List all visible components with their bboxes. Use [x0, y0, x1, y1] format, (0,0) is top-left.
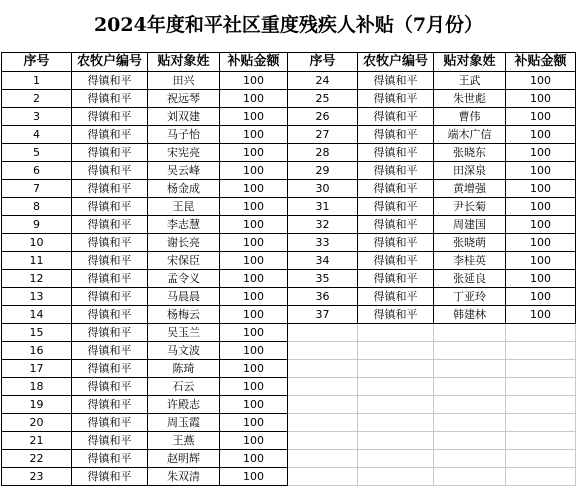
- cell-amount[interactable]: 100: [220, 378, 288, 396]
- cell-household[interactable]: 得镇和平: [358, 216, 434, 234]
- cell-no[interactable]: 1: [2, 72, 72, 90]
- cell-household[interactable]: [358, 396, 434, 414]
- cell-no[interactable]: [288, 432, 358, 450]
- cell-name[interactable]: 李志慧: [148, 216, 220, 234]
- cell-no[interactable]: 16: [2, 342, 72, 360]
- cell-name[interactable]: 杨梅云: [148, 306, 220, 324]
- cell-no[interactable]: [288, 450, 358, 468]
- cell-household[interactable]: 得镇和平: [72, 234, 148, 252]
- cell-amount[interactable]: 100: [220, 162, 288, 180]
- cell-no[interactable]: 2: [2, 90, 72, 108]
- cell-no[interactable]: 32: [288, 216, 358, 234]
- cell-no[interactable]: 23: [2, 468, 72, 486]
- cell-amount[interactable]: 100: [220, 234, 288, 252]
- cell-household[interactable]: 得镇和平: [72, 126, 148, 144]
- cell-no[interactable]: 28: [288, 144, 358, 162]
- cell-household[interactable]: [358, 324, 434, 342]
- cell-name[interactable]: 尹长菊: [434, 198, 506, 216]
- cell-household[interactable]: 得镇和平: [358, 108, 434, 126]
- cell-amount[interactable]: 100: [506, 270, 576, 288]
- cell-no[interactable]: [288, 360, 358, 378]
- cell-name[interactable]: 张晓萌: [434, 234, 506, 252]
- cell-name[interactable]: 吴云峰: [148, 162, 220, 180]
- cell-amount[interactable]: 100: [506, 162, 576, 180]
- cell-no[interactable]: [288, 468, 358, 486]
- cell-name[interactable]: [434, 324, 506, 342]
- cell-household[interactable]: [358, 342, 434, 360]
- table-row: [2, 306, 576, 324]
- table-row: [2, 162, 576, 180]
- cell-household[interactable]: 得镇和平: [72, 414, 148, 432]
- table-body: [2, 72, 576, 486]
- cell-amount[interactable]: 100: [220, 90, 288, 108]
- cell-name[interactable]: 张延良: [434, 270, 506, 288]
- cell-name[interactable]: 韩建林: [434, 306, 506, 324]
- cell-name[interactable]: 丁亚玲: [434, 288, 506, 306]
- cell-no[interactable]: 13: [2, 288, 72, 306]
- cell-household[interactable]: 得镇和平: [72, 252, 148, 270]
- cell-household[interactable]: 得镇和平: [72, 216, 148, 234]
- cell-household[interactable]: 得镇和平: [72, 468, 148, 486]
- cell-household[interactable]: [358, 378, 434, 396]
- cell-amount[interactable]: 100: [506, 108, 576, 126]
- header-cell[interactable]: 贴对象姓: [434, 53, 506, 72]
- cell-name[interactable]: 马晨晨: [148, 288, 220, 306]
- cell-name[interactable]: 刘双建: [148, 108, 220, 126]
- cell-amount[interactable]: [506, 378, 576, 396]
- cell-name[interactable]: 许殿志: [148, 396, 220, 414]
- header-cell[interactable]: 序号: [2, 53, 72, 72]
- header-cell[interactable]: 补贴金额: [506, 53, 576, 72]
- cell-name[interactable]: 李桂英: [434, 252, 506, 270]
- cell-no[interactable]: 14: [2, 306, 72, 324]
- cell-name[interactable]: 朱世彪: [434, 90, 506, 108]
- cell-household[interactable]: 得镇和平: [72, 144, 148, 162]
- header-cell[interactable]: 农牧户编号: [358, 53, 434, 72]
- cell-household[interactable]: 得镇和平: [72, 324, 148, 342]
- cell-household[interactable]: 得镇和平: [358, 126, 434, 144]
- cell-amount[interactable]: [506, 468, 576, 486]
- cell-household[interactable]: [358, 360, 434, 378]
- header-cell[interactable]: 补贴金额: [220, 53, 288, 72]
- table-row: [2, 432, 576, 450]
- cell-no[interactable]: 27: [288, 126, 358, 144]
- cell-amount[interactable]: [506, 360, 576, 378]
- table-row: [2, 90, 576, 108]
- cell-household[interactable]: [358, 432, 434, 450]
- cell-household[interactable]: 得镇和平: [358, 270, 434, 288]
- table-row: [2, 450, 576, 468]
- cell-household[interactable]: 得镇和平: [358, 288, 434, 306]
- cell-household[interactable]: [358, 414, 434, 432]
- cell-amount[interactable]: 100: [220, 360, 288, 378]
- cell-name[interactable]: 马子怡: [148, 126, 220, 144]
- header-cell[interactable]: 贴对象姓: [148, 53, 220, 72]
- cell-no[interactable]: 31: [288, 198, 358, 216]
- cell-name[interactable]: [434, 342, 506, 360]
- table-row: [2, 216, 576, 234]
- table-row: [2, 378, 576, 396]
- cell-amount[interactable]: [506, 324, 576, 342]
- table-row: [2, 126, 576, 144]
- cell-amount[interactable]: 100: [506, 306, 576, 324]
- cell-household[interactable]: 得镇和平: [72, 288, 148, 306]
- cell-no[interactable]: 29: [288, 162, 358, 180]
- cell-name[interactable]: 马文波: [148, 342, 220, 360]
- cell-amount[interactable]: 100: [220, 324, 288, 342]
- cell-no[interactable]: 33: [288, 234, 358, 252]
- cell-amount[interactable]: 100: [506, 198, 576, 216]
- cell-household[interactable]: 得镇和平: [72, 432, 148, 450]
- cell-no[interactable]: 24: [288, 72, 358, 90]
- cell-no[interactable]: 17: [2, 360, 72, 378]
- cell-name[interactable]: 王昆: [148, 198, 220, 216]
- cell-household[interactable]: 得镇和平: [72, 306, 148, 324]
- cell-no[interactable]: 36: [288, 288, 358, 306]
- table-row: [2, 72, 576, 90]
- cell-name[interactable]: 赵明辉: [148, 450, 220, 468]
- table-row: [2, 324, 576, 342]
- cell-household[interactable]: 得镇和平: [72, 378, 148, 396]
- cell-amount[interactable]: [506, 414, 576, 432]
- cell-name[interactable]: 端木广信: [434, 126, 506, 144]
- cell-household[interactable]: 得镇和平: [358, 162, 434, 180]
- table-row: [2, 270, 576, 288]
- cell-name[interactable]: [434, 432, 506, 450]
- cell-household[interactable]: 得镇和平: [358, 90, 434, 108]
- cell-name[interactable]: 周玉霞: [148, 414, 220, 432]
- cell-no[interactable]: 20: [2, 414, 72, 432]
- cell-amount[interactable]: 100: [220, 342, 288, 360]
- table-row: [2, 288, 576, 306]
- cell-name[interactable]: 周建国: [434, 216, 506, 234]
- cell-household[interactable]: 得镇和平: [72, 108, 148, 126]
- table-row: [2, 414, 576, 432]
- cell-amount[interactable]: 100: [220, 216, 288, 234]
- cell-name[interactable]: [434, 360, 506, 378]
- cell-name[interactable]: [434, 450, 506, 468]
- cell-amount[interactable]: 100: [506, 180, 576, 198]
- cell-no[interactable]: 5: [2, 144, 72, 162]
- cell-amount[interactable]: 100: [220, 450, 288, 468]
- cell-no[interactable]: 35: [288, 270, 358, 288]
- cell-household[interactable]: [358, 468, 434, 486]
- cell-household[interactable]: 得镇和平: [72, 72, 148, 90]
- cell-household[interactable]: 得镇和平: [72, 162, 148, 180]
- cell-name[interactable]: 曹伟: [434, 108, 506, 126]
- cell-household[interactable]: 得镇和平: [72, 396, 148, 414]
- cell-amount[interactable]: 100: [220, 414, 288, 432]
- cell-household[interactable]: [358, 450, 434, 468]
- table-row: [2, 396, 576, 414]
- cell-name[interactable]: 黄增强: [434, 180, 506, 198]
- cell-no[interactable]: [288, 378, 358, 396]
- cell-household[interactable]: 得镇和平: [358, 180, 434, 198]
- table-row: [2, 252, 576, 270]
- cell-no[interactable]: 26: [288, 108, 358, 126]
- cell-no[interactable]: 3: [2, 108, 72, 126]
- cell-amount[interactable]: 100: [220, 252, 288, 270]
- cell-amount[interactable]: 100: [506, 216, 576, 234]
- cell-name[interactable]: [434, 378, 506, 396]
- cell-amount[interactable]: [506, 396, 576, 414]
- cell-no[interactable]: [288, 396, 358, 414]
- cell-no[interactable]: [288, 342, 358, 360]
- cell-household[interactable]: 得镇和平: [358, 198, 434, 216]
- cell-name[interactable]: 王燕: [148, 432, 220, 450]
- cell-amount[interactable]: 100: [220, 198, 288, 216]
- cell-household[interactable]: 得镇和平: [72, 270, 148, 288]
- cell-name[interactable]: 宋宪亮: [148, 144, 220, 162]
- cell-name[interactable]: 宋保臣: [148, 252, 220, 270]
- header-cell[interactable]: 序号: [288, 53, 358, 72]
- cell-name[interactable]: 张晓东: [434, 144, 506, 162]
- table-row: [2, 108, 576, 126]
- table-row: [2, 234, 576, 252]
- sheet-title: 2024年度和平社区重度残疾人补贴（7月份）: [93, 14, 484, 36]
- cell-no[interactable]: [288, 414, 358, 432]
- cell-amount[interactable]: 100: [220, 72, 288, 90]
- cell-name[interactable]: 田兴: [148, 72, 220, 90]
- cell-no[interactable]: 25: [288, 90, 358, 108]
- cell-name[interactable]: [434, 396, 506, 414]
- cell-no[interactable]: 7: [2, 180, 72, 198]
- table-row: [2, 180, 576, 198]
- cell-amount[interactable]: 100: [506, 288, 576, 306]
- cell-household[interactable]: 得镇和平: [358, 234, 434, 252]
- cell-household[interactable]: 得镇和平: [72, 450, 148, 468]
- cell-name[interactable]: [434, 468, 506, 486]
- cell-name[interactable]: 朱双清: [148, 468, 220, 486]
- cell-amount[interactable]: 100: [220, 108, 288, 126]
- header-row: [2, 53, 576, 72]
- cell-no[interactable]: 34: [288, 252, 358, 270]
- cell-no[interactable]: 12: [2, 270, 72, 288]
- cell-no[interactable]: 6: [2, 162, 72, 180]
- table-row: [2, 360, 576, 378]
- cell-amount[interactable]: 100: [220, 288, 288, 306]
- cell-amount[interactable]: [506, 342, 576, 360]
- cell-no[interactable]: 18: [2, 378, 72, 396]
- cell-household[interactable]: 得镇和平: [72, 198, 148, 216]
- cell-no[interactable]: 10: [2, 234, 72, 252]
- cell-amount[interactable]: [506, 432, 576, 450]
- cell-household[interactable]: 得镇和平: [358, 306, 434, 324]
- cell-no[interactable]: [288, 324, 358, 342]
- cell-name[interactable]: 杨金成: [148, 180, 220, 198]
- cell-household[interactable]: 得镇和平: [358, 144, 434, 162]
- cell-no[interactable]: 30: [288, 180, 358, 198]
- cell-household[interactable]: 得镇和平: [72, 180, 148, 198]
- cell-name[interactable]: 田深泉: [434, 162, 506, 180]
- cell-no[interactable]: 8: [2, 198, 72, 216]
- cell-amount[interactable]: 100: [220, 468, 288, 486]
- cell-household[interactable]: 得镇和平: [358, 252, 434, 270]
- subsidy-table: [1, 52, 576, 486]
- cell-name[interactable]: 谢长亮: [148, 234, 220, 252]
- cell-name[interactable]: 陈琦: [148, 360, 220, 378]
- cell-amount[interactable]: 100: [220, 144, 288, 162]
- cell-amount[interactable]: 100: [220, 306, 288, 324]
- cell-no[interactable]: 37: [288, 306, 358, 324]
- cell-household[interactable]: 得镇和平: [72, 90, 148, 108]
- cell-household[interactable]: 得镇和平: [72, 342, 148, 360]
- cell-no[interactable]: 19: [2, 396, 72, 414]
- table-row: [2, 144, 576, 162]
- cell-amount[interactable]: 100: [220, 396, 288, 414]
- cell-amount[interactable]: 100: [220, 432, 288, 450]
- cell-amount[interactable]: [506, 450, 576, 468]
- cell-no[interactable]: 4: [2, 126, 72, 144]
- cell-amount[interactable]: 100: [506, 72, 576, 90]
- cell-name[interactable]: 吴玉兰: [148, 324, 220, 342]
- cell-name[interactable]: [434, 414, 506, 432]
- cell-amount[interactable]: 100: [506, 252, 576, 270]
- table-row: [2, 198, 576, 216]
- cell-amount[interactable]: 100: [506, 144, 576, 162]
- table-row: [2, 468, 576, 486]
- cell-household[interactable]: 得镇和平: [72, 360, 148, 378]
- table-row: [2, 342, 576, 360]
- cell-name[interactable]: 祝远琴: [148, 90, 220, 108]
- header-cell[interactable]: 农牧户编号: [72, 53, 148, 72]
- cell-household[interactable]: 得镇和平: [358, 72, 434, 90]
- cell-no[interactable]: 9: [2, 216, 72, 234]
- cell-name[interactable]: 石云: [148, 378, 220, 396]
- cell-amount[interactable]: 100: [506, 234, 576, 252]
- cell-amount[interactable]: 100: [506, 126, 576, 144]
- cell-no[interactable]: 11: [2, 252, 72, 270]
- cell-amount[interactable]: 100: [220, 180, 288, 198]
- cell-no[interactable]: 21: [2, 432, 72, 450]
- cell-name[interactable]: 孟令义: [148, 270, 220, 288]
- cell-name[interactable]: 王武: [434, 72, 506, 90]
- cell-amount[interactable]: 100: [506, 90, 576, 108]
- cell-amount[interactable]: 100: [220, 270, 288, 288]
- cell-amount[interactable]: 100: [220, 126, 288, 144]
- cell-no[interactable]: 22: [2, 450, 72, 468]
- cell-no[interactable]: 15: [2, 324, 72, 342]
